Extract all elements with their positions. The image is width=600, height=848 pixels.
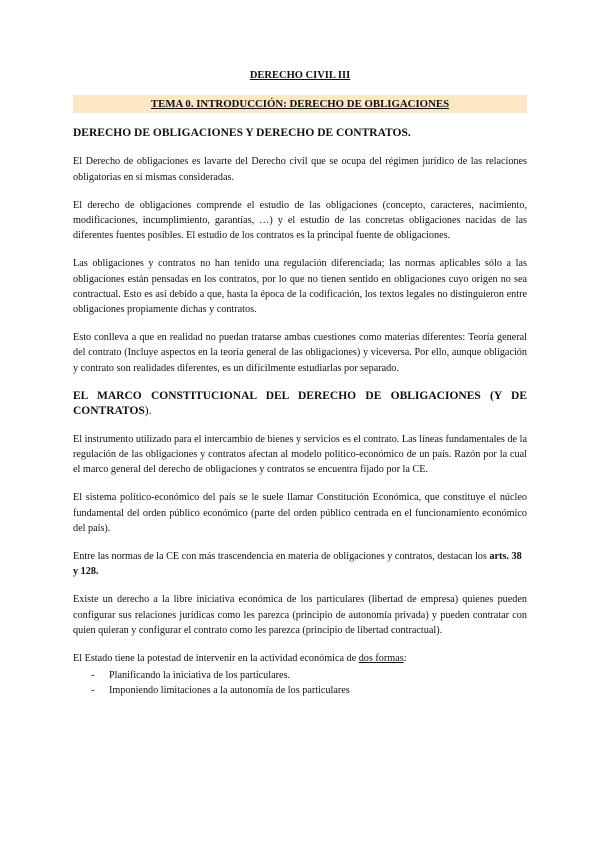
section-heading-bold-text: EL MARCO CONSTITUCIONAL DEL DERECHO DE OBLIGACIONES (Y DE CONTRATOS (73, 389, 527, 417)
paragraph: El Derecho de obligaciones es lavarte del Derecho civil que se ocupa del régimen jurídico de las relaciones obligatorias en sí mismas consideradas. (73, 156, 527, 183)
state-intro-text: El Estado tiene la potestad de intervenir en la actividad económica de (73, 653, 359, 665)
list-marker: - (91, 670, 95, 682)
articles-reference: arts. 38 y 128. (73, 551, 522, 578)
course-title: DERECHO CIVIL III (249, 70, 351, 81)
list-marker: - (91, 685, 95, 697)
document-content (73, 68, 527, 699)
intervention-list (73, 668, 527, 698)
state-intro-paragraph (73, 651, 527, 666)
section-heading-tail: ). (144, 404, 152, 417)
section-heading-marco-constitucional (73, 389, 527, 419)
paragraph: Las obligaciones y contratos no han tenido una regulación diferenciada; las normas aplicables sólo a las obligaciones están pensadas en los contratos, por lo que no tienen sentido en obligaciones cuyo origen no sea contractual. Esto es así debido a que, hasta la época de la codificación, los textos legales no distinguieron entre obligaciones propiamente dichas y contratos. (73, 258, 527, 316)
list-item-text: Imponiendo limitaciones a la autonomía de los particulares (109, 685, 350, 697)
articles-paragraph-text: Entre las normas de la CE con más trascendencia en materia de obligaciones y contratos, destacan los (73, 551, 490, 563)
articles-paragraph (73, 549, 527, 579)
state-intro-tail: : (403, 653, 407, 665)
state-intro-underlined: dos formas (358, 653, 404, 665)
paragraph: Esto conlleva a que en realidad no puedan tratarse ambas cuestiones como materias diferentes: Teoría general del contrato (Incluye aspectos en la teoría general de las obligaciones) y viceversa. Por ello, aunque obligación y contrato son realidades diferentes, es un difícilmente estudiarlas por separado. (73, 332, 527, 374)
list-item (73, 683, 527, 698)
section-heading-obligaciones-contratos: DERECHO DE OBLIGACIONES Y DERECHO DE CONTRATOS. (73, 127, 411, 140)
paragraph: El sistema político-económico del país se le suele llamar Constitución Económica, que constituye el núcleo fundamental del orden público económico (parte del orden público centrada en el funcionamiento económico del país). (73, 492, 527, 534)
paragraph: El derecho de obligaciones comprende el estudio de las obligaciones (concepto, caracteres, nacimiento, modificaciones, incumplimiento, garantías, …) y el estudio de las concretas obligaciones nacidas de las diferentes fuentes posibles. El estudio de los contratos es la principal fuente de obligaciones. (73, 199, 527, 242)
topic-title: TEMA 0. INTRODUCCIÓN: DERECHO DE OBLIGACIONES (73, 95, 527, 113)
paragraph: El instrumento utilizado para el intercambio de bienes y servicios es el contrato. Las líneas fundamentales de la regulación de las obligaciones y contratos afectan al modelo político-económico de un país. Razón por la cual el marco general del derecho de obligaciones y contratos se encuentra fijado por la CE. (73, 433, 527, 476)
list-item-text: Planificando la iniciativa de los particulares. (109, 670, 291, 682)
list-item (73, 668, 527, 683)
paragraph: Existe un derecho a la libre iniciativa económica de los particulares (libertad de empresa) quienes pueden configurar sus relaciones jurídicas como les parezca (principio de autonomía privada) y pueden contratar con quien quieran y configurar el contrato como les parezca (principio de libertad contractual). (73, 594, 527, 636)
